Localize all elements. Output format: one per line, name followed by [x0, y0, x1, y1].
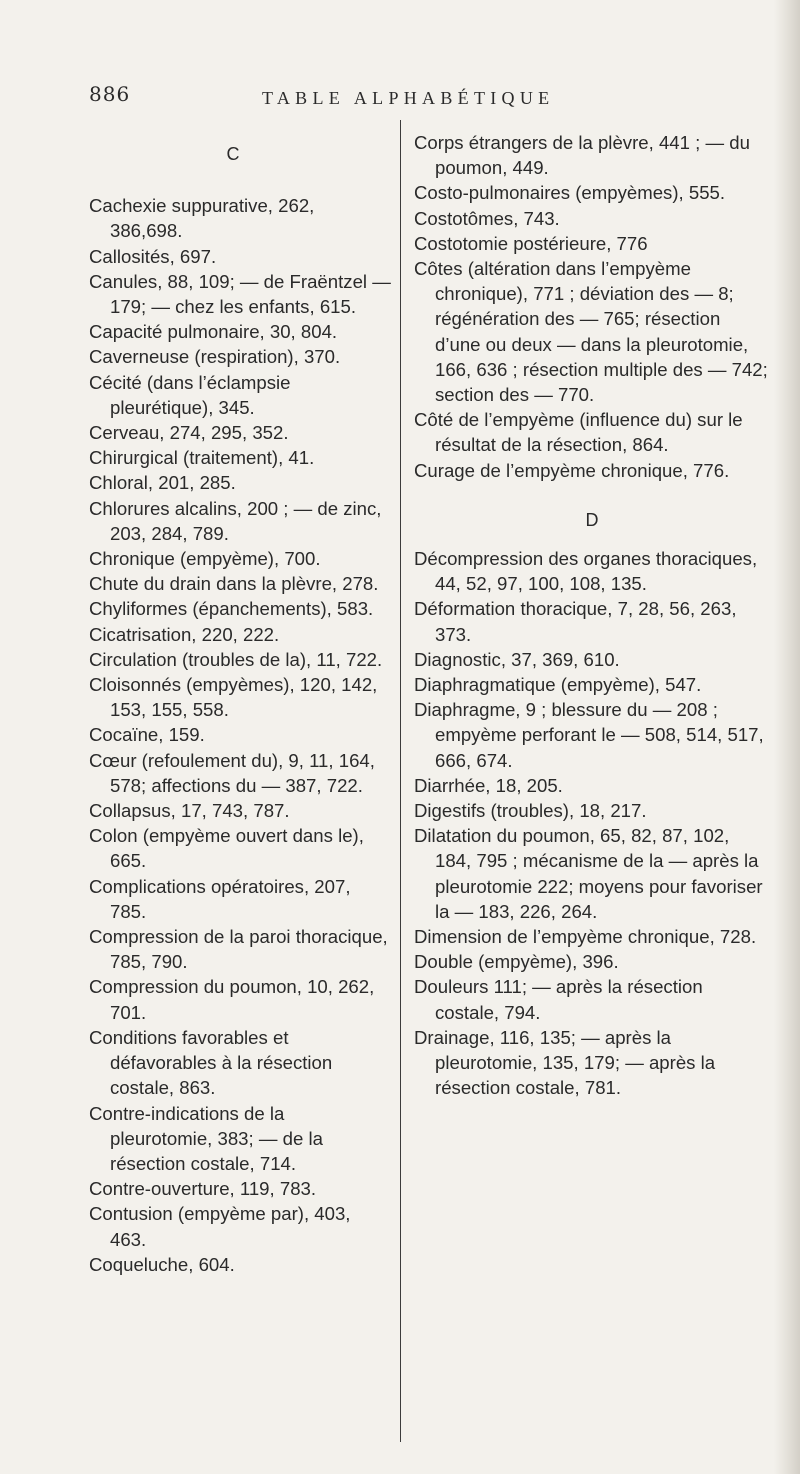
index-entry: Caverneuse (respiration), 370. [89, 346, 341, 368]
index-entry: Circulation (troubles de la), 11, 722. [89, 648, 383, 670]
index-entry: Contusion (empyème par), 403, 463. [89, 1203, 351, 1250]
index-entry: Cloisonnés (empyèmes), 120, 142, 153, 155, 558. [89, 674, 378, 721]
index-entry: Dilatation du poumon, 65, 82, 87, 102, 184, 795 ; mécanisme de la — après la pleurotomie 222; moyens pour favoriser la — 183, 226, 264. [414, 825, 763, 922]
index-entry: Cerveau, 274, 295, 352. [89, 422, 289, 444]
index-entry: Callosités, 697. [89, 245, 217, 267]
index-entry: Coqueluche, 604. [89, 1253, 235, 1275]
index-entry: Canules, 88, 109; — de Fraëntzel — 179; — chez les enfants, 615. [89, 270, 391, 317]
page-header [0, 82, 800, 122]
index-entry: Cachexie suppurative, 262, 386,698. [89, 195, 315, 242]
index-entries-c [89, 193, 391, 1277]
index-entry: Contre-indications de la pleurotomie, 383; — de la résection costale, 714. [89, 1102, 323, 1174]
index-entry: Complications opératoires, 207, 785. [89, 875, 351, 922]
index-entry: Diagnostic, 37, 369, 610. [414, 648, 620, 670]
index-column-right [414, 130, 770, 1101]
index-entry: Double (empyème), 396. [414, 951, 619, 973]
index-entry: Collapsus, 17, 743, 787. [89, 800, 290, 822]
index-entry: Costotomie postérieure, 776 [414, 232, 648, 254]
index-entry: Cœur (refoulement du), 9, 11, 164, 578; affections du — 387, 722. [89, 749, 375, 796]
index-entry: Dimension de l’empyème chronique, 728. [414, 926, 757, 948]
index-entry: Compression du poumon, 10, 262, 701. [89, 976, 375, 1023]
page-edge-shadow [774, 0, 800, 1474]
index-entry: Chirurgical (traitement), 41. [89, 447, 315, 469]
section-letter-d: D [585, 509, 599, 530]
index-entry: Costo-pulmonaires (empyèmes), 555. [414, 182, 726, 204]
index-entry: Chyliformes (épanchements), 583. [89, 598, 374, 620]
index-entry: Chloral, 201, 285. [89, 472, 236, 494]
column-divider [400, 120, 401, 1442]
index-entry: Costotômes, 743. [414, 207, 560, 229]
index-entry: Contre-ouverture, 119, 783. [89, 1178, 317, 1200]
section-letter-c: C [226, 144, 240, 164]
index-entry: Côté de l’empyème (influence du) sur le résultat de la résection, 864. [414, 409, 743, 456]
index-column-left [89, 130, 391, 1277]
index-entry: Décompression des organes thoraciques, 44, 52, 97, 100, 108, 135. [414, 548, 758, 595]
index-entry: Colon (empyème ouvert dans le), 665. [89, 825, 364, 872]
index-entry: Diarrhée, 18, 205. [414, 774, 563, 796]
index-entry: Chute du drain dans la plèvre, 278. [89, 573, 379, 595]
index-entry: Douleurs 111; — après la résection costale, 794. [414, 976, 703, 1023]
index-entry: Conditions favorables et défavorables à la résection costale, 863. [89, 1026, 333, 1099]
index-entry: Diaphragme, 9 ; blessure du — 208 ; empyème perforant le — 508, 514, 517, 666, 674. [414, 699, 764, 771]
index-entry: Chronique (empyème), 700. [89, 548, 321, 570]
index-entry: Cécité (dans l’éclampsie pleurétique), 345. [89, 371, 291, 418]
index-entry: Capacité pulmonaire, 30, 804. [89, 321, 338, 343]
index-entry: Cicatrisation, 220, 222. [89, 623, 280, 645]
index-entry: Drainage, 116, 135; — après la pleurotomie, 135, 179; — après la résection costale, 781. [414, 1026, 716, 1099]
index-entry: Cocaïne, 159. [89, 724, 205, 746]
index-entry: Diaphragmatique (empyème), 547. [414, 674, 702, 696]
index-entry: Compression de la paroi thoracique, 785, 790. [89, 926, 388, 973]
index-entry: Déformation thoracique, 7, 28, 56, 263, 373. [414, 598, 737, 645]
page-number: 886 [89, 82, 131, 106]
running-title: TABLE ALPHABÉTIQUE [262, 88, 555, 108]
index-entry: Curage de l’empyème chronique, 776. [414, 459, 730, 481]
index-entries-d [414, 546, 770, 1100]
index-entries-c-continued [414, 130, 770, 483]
index-entry: Digestifs (troubles), 18, 217. [414, 800, 647, 822]
index-entry: Corps étrangers de la plèvre, 441 ; — du poumon, 449. [414, 132, 750, 179]
index-entry: Côtes (altération dans l’empyème chronique), 771 ; déviation des — 8; régénération des — 765; résection d’une ou deux — dans la pleurotomie, 166, 636 ; résection multiple des — 742; section des — 770. [414, 258, 768, 406]
index-entry: Chlorures alcalins, 200 ; — de zinc, 203, 284, 789. [89, 497, 382, 544]
